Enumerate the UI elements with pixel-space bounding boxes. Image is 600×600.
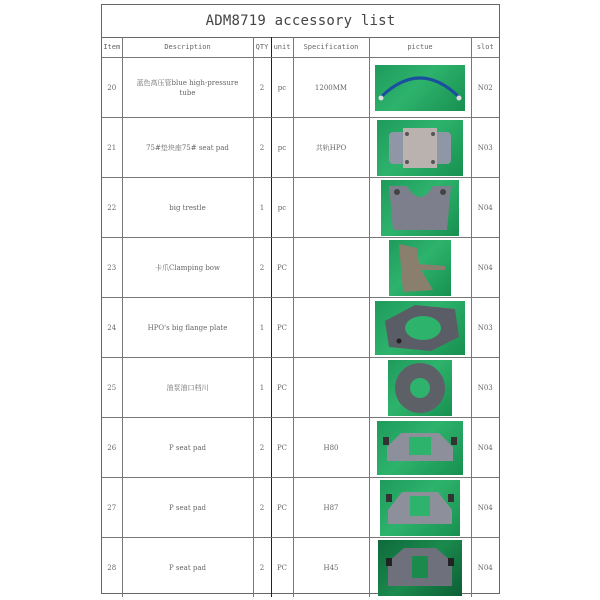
blue-tube-photo xyxy=(375,65,465,111)
table-row xyxy=(102,118,499,178)
seat-pad-icon xyxy=(378,540,462,596)
cell-description: P seat pad xyxy=(122,418,253,478)
header-unit: unit xyxy=(271,37,293,58)
cell-slot: N03 xyxy=(471,358,499,418)
cell-qty: 1 xyxy=(253,358,271,418)
cell-slot: N03 xyxy=(471,118,499,178)
tube-icon xyxy=(375,65,465,111)
cell-slot: N04 xyxy=(471,478,499,538)
table-row xyxy=(102,238,499,298)
cell-qty: 2 xyxy=(253,58,271,118)
table-row xyxy=(102,58,499,118)
clamping-bow-icon xyxy=(389,240,451,296)
cell-specification: 1200MM xyxy=(293,58,369,118)
table-row xyxy=(102,418,499,478)
document-title: ADM8719 accessory list xyxy=(102,5,499,38)
cell-item: 23 xyxy=(102,238,122,298)
cell-description: big trestle xyxy=(122,178,253,238)
cell-unit: pc xyxy=(271,178,293,238)
header-specification: Specification xyxy=(293,37,369,58)
table-row xyxy=(102,178,499,238)
ring-plate-icon xyxy=(388,360,452,416)
cell-unit: PC xyxy=(271,538,293,598)
cell-qty: 2 xyxy=(253,118,271,178)
cell-item: 21 xyxy=(102,118,122,178)
table-row xyxy=(102,358,499,418)
cell-unit: PC xyxy=(271,418,293,478)
cell-picture xyxy=(369,238,471,298)
cell-specification xyxy=(293,238,369,298)
cell-unit: PC xyxy=(271,358,293,418)
header-slot: slot xyxy=(471,37,499,58)
cell-picture xyxy=(369,118,471,178)
cell-picture xyxy=(369,418,471,478)
cell-specification xyxy=(293,298,369,358)
cell-slot: N02 xyxy=(471,58,499,118)
cell-item: 22 xyxy=(102,178,122,238)
cell-qty: 2 xyxy=(253,238,271,298)
cell-slot: N04 xyxy=(471,178,499,238)
ring-plate-photo xyxy=(388,360,452,416)
seat-pad-photo xyxy=(377,120,463,176)
cell-item: 27 xyxy=(102,478,122,538)
cell-slot: N03 xyxy=(471,298,499,358)
accessory-table xyxy=(102,37,499,597)
p-seat-pad-photo xyxy=(377,421,463,475)
cell-picture xyxy=(369,298,471,358)
p-seat-pad-photo xyxy=(378,540,462,596)
table-row xyxy=(102,538,499,598)
cell-picture xyxy=(369,478,471,538)
cell-description: HPO's big flange plate xyxy=(122,298,253,358)
cell-specification: H45 xyxy=(293,538,369,598)
cell-specification: H87 xyxy=(293,478,369,538)
cell-picture xyxy=(369,538,471,598)
cell-item: 20 xyxy=(102,58,122,118)
cell-slot: N04 xyxy=(471,538,499,598)
cell-unit: pc xyxy=(271,58,293,118)
cell-description: P seat pad xyxy=(122,478,253,538)
cell-qty: 1 xyxy=(253,178,271,238)
flange-plate-icon xyxy=(375,301,465,355)
cell-slot: N04 xyxy=(471,238,499,298)
clamping-bow-photo xyxy=(389,240,451,296)
cell-item: 26 xyxy=(102,418,122,478)
flange-plate-photo xyxy=(375,301,465,355)
seat-pad-icon xyxy=(377,421,463,475)
header-picture: pictue xyxy=(369,37,471,58)
cell-picture xyxy=(369,358,471,418)
cell-item: 25 xyxy=(102,358,122,418)
trestle-photo xyxy=(381,180,459,236)
cell-qty: 2 xyxy=(253,538,271,598)
cell-description: P seat pad xyxy=(122,538,253,598)
cell-qty: 2 xyxy=(253,418,271,478)
cell-picture xyxy=(369,178,471,238)
cell-specification xyxy=(293,358,369,418)
table-row xyxy=(102,298,499,358)
cell-description: 75#垫块座75# seat pad xyxy=(122,118,253,178)
header-item: Item xyxy=(102,37,122,58)
cell-specification xyxy=(293,178,369,238)
cell-item: 28 xyxy=(102,538,122,598)
cell-specification: H80 xyxy=(293,418,369,478)
cell-item: 24 xyxy=(102,298,122,358)
cell-slot: N04 xyxy=(471,418,499,478)
header-qty: QTY xyxy=(253,37,271,58)
cell-qty: 1 xyxy=(253,298,271,358)
table-header-row xyxy=(102,37,499,58)
cell-specification: 共轨HPO xyxy=(293,118,369,178)
trestle-icon xyxy=(381,180,459,236)
cell-unit: pc xyxy=(271,118,293,178)
cell-picture xyxy=(369,58,471,118)
cell-qty: 2 xyxy=(253,478,271,538)
p-seat-pad-photo xyxy=(380,480,460,536)
seat-pad-icon xyxy=(380,480,460,536)
cell-unit: PC xyxy=(271,298,293,358)
header-description: Description xyxy=(122,37,253,58)
cell-description: 蓝色高压管blue high-pressure tube xyxy=(122,58,253,118)
cell-description: 卡爪Clamping bow xyxy=(122,238,253,298)
table-row xyxy=(102,478,499,538)
accessory-list-sheet xyxy=(101,4,500,594)
cell-description: 油泵油口档川 xyxy=(122,358,253,418)
cell-unit: PC xyxy=(271,238,293,298)
seat-pad-icon xyxy=(377,120,463,176)
cell-unit: PC xyxy=(271,478,293,538)
